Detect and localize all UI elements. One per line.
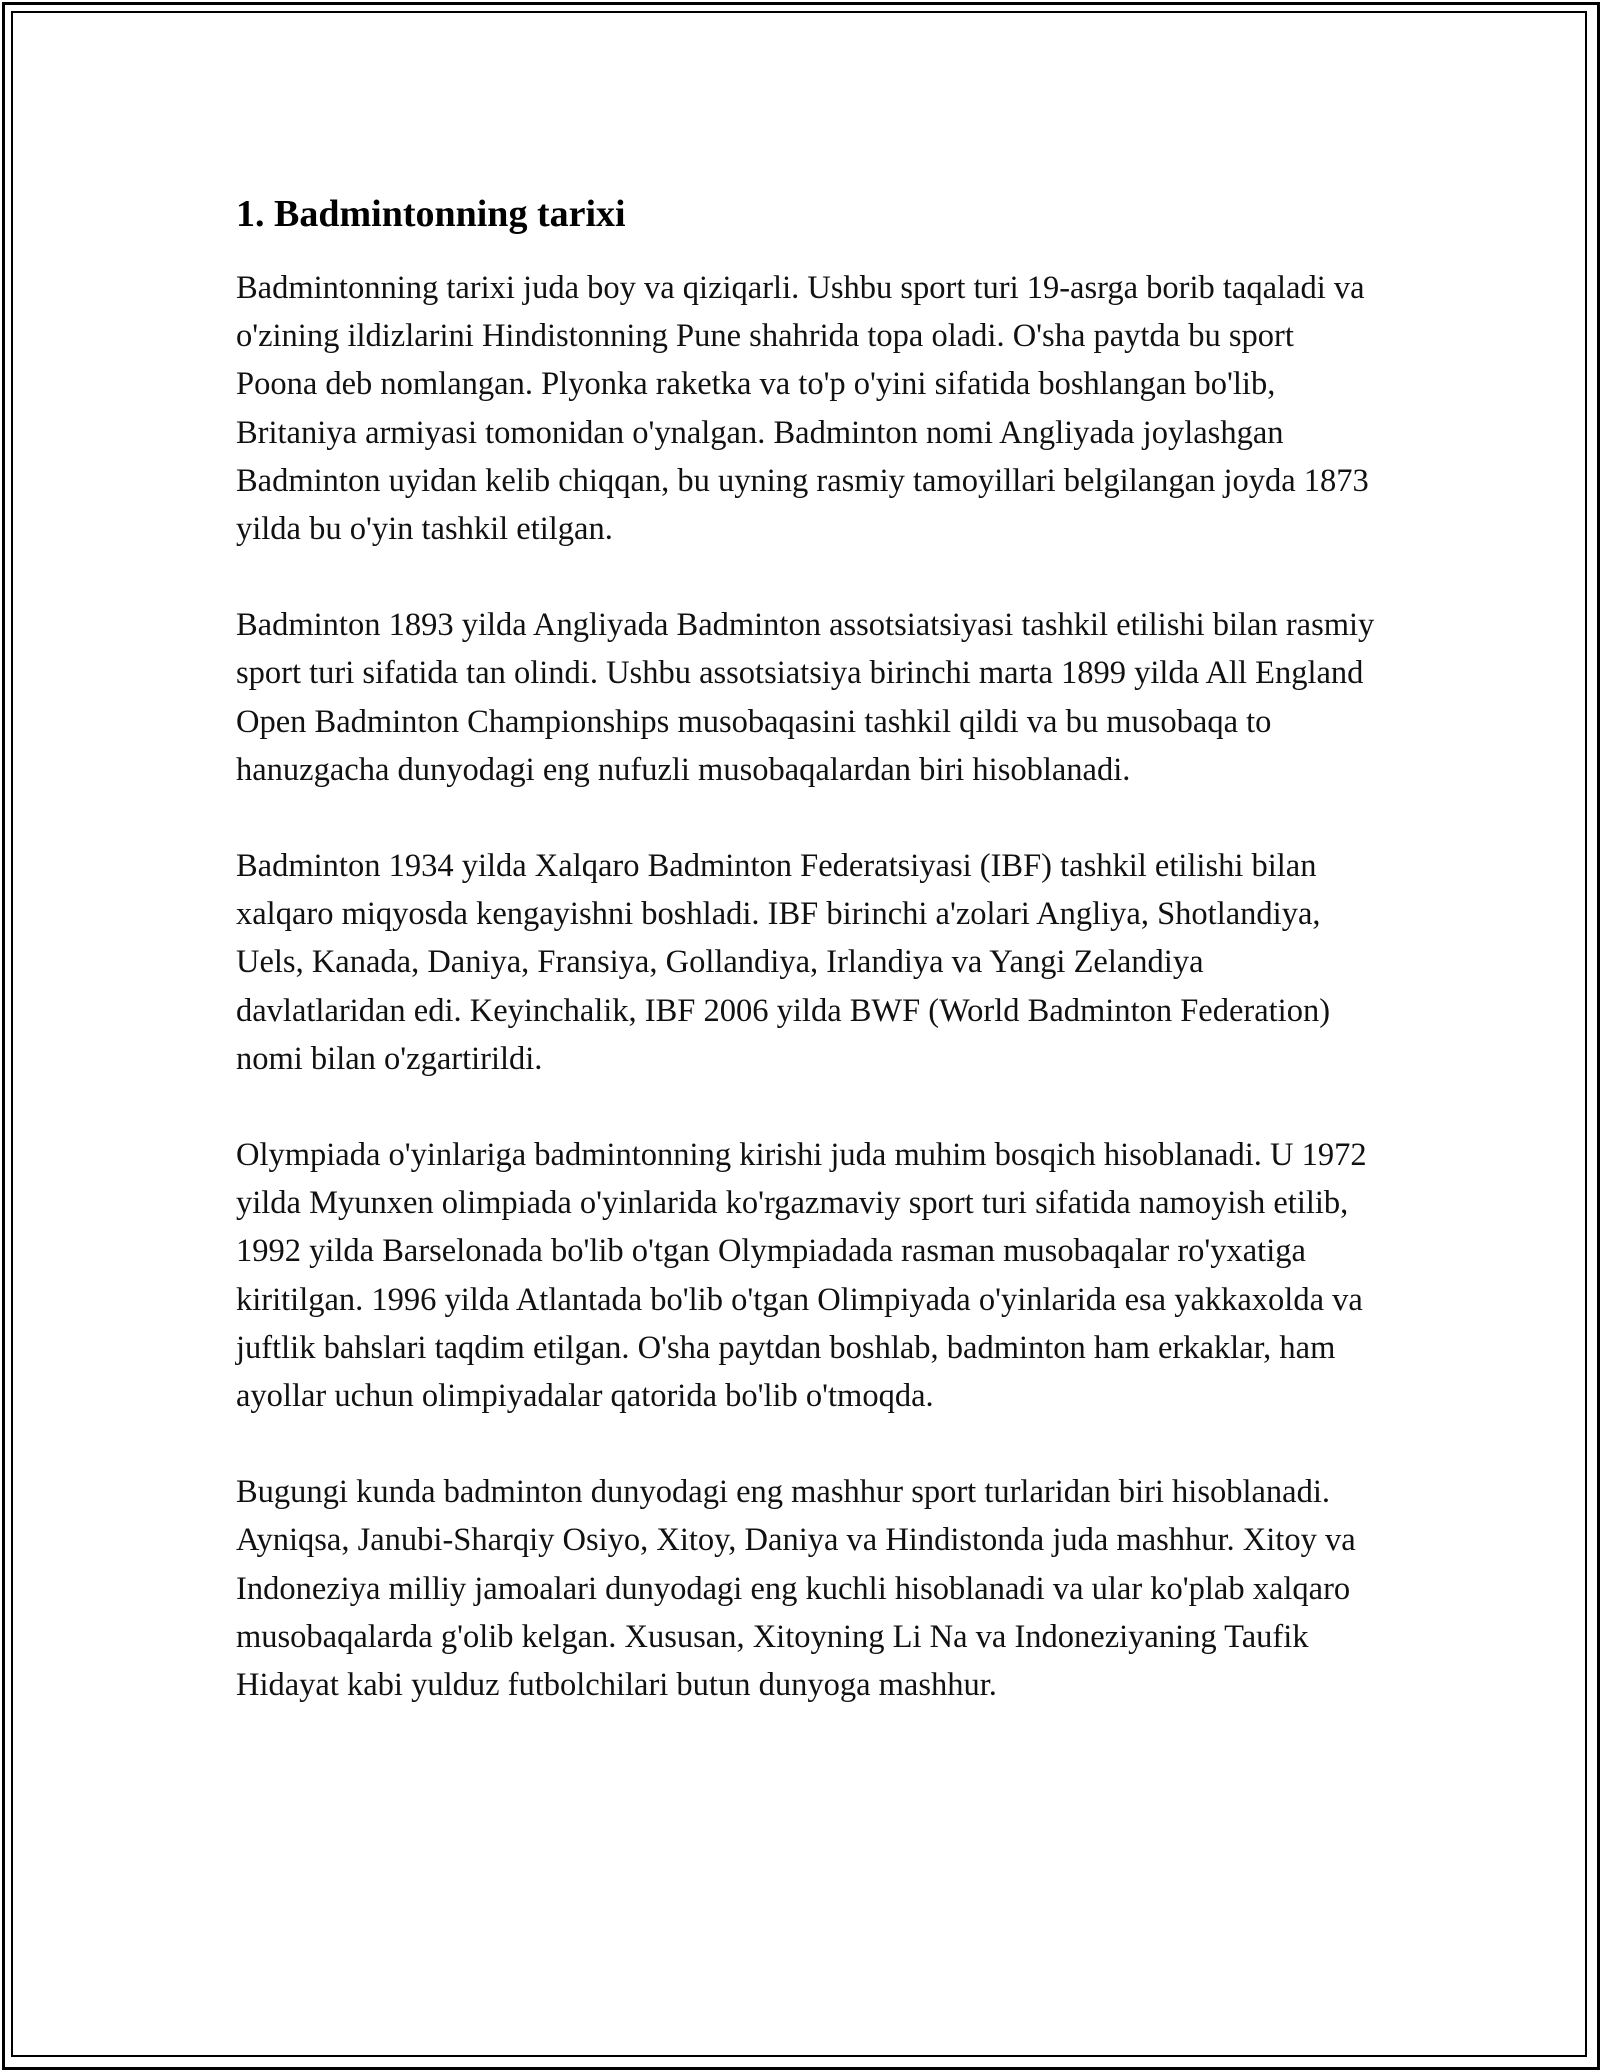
document-body: [236, 186, 1376, 1757]
section-heading: 1. Badmintonning tarixi: [236, 193, 626, 235]
paragraph-association: Badminton 1893 yilda Angliyada Badminton assotsiatsiyasi tashkil etilishi bilan rasmiy sport turi sifatida tan olindi. Ushbu assotsiatsiya birinchi marta 1899 yilda All England Open Badminton Championships musobaqasini tashkil qildi va bu musobaqa to hanuzgacha dunyodagi eng nufuzli musobaqalardan biri hisoblanadi.: [236, 607, 1375, 788]
paragraph-origins: Badmintonning tarixi juda boy va qiziqarli. Ushbu sport turi 19-asrga borib taqaladi va o'zining ildizlarini Hindistonning Pune shahrida topa oladi. O'sha paytda bu sport Poona deb nomlangan. Plyonka raketka va to'p o'yini sifatida boshlangan bo'lib, Britaniya armiyasi tomonidan o'ynalgan. Badminton nomi Angliyada joylashgan Badminton uyidan kelib chiqqan, bu uyning rasmiy tamoyillari belgilangan joyda 1873 yilda bu o'yin tashkil etilgan.: [236, 270, 1369, 548]
paragraph-olympics: Olympiada o'yinlariga badmintonning kirishi juda muhim bosqich hisoblanadi. U 1972 yilda Myunxen olimpiada o'yinlarida ko'rgazmaviy sport turi sifatida namoyish etilib, 1992 yilda Barselonada bo'lib o'tgan Olympiadada rasman musobaqalar ro'yxatiga kiritilgan. 1996 yilda Atlantada bo'lib o'tgan Olimpiyada o'yinlarida esa yakkaxolda va juftlik bahslari taqdim etilgan. O'sha paytdan boshlab, badminton ham erkaklar, ham ayollar uchun olimpiyadalar qatorida bo'lib o'tmoqda.: [236, 1137, 1367, 1415]
paragraph-ibf: Badminton 1934 yilda Xalqaro Badminton Federatsiyasi (IBF) tashkil etilishi bilan xalqaro miqyosda kengayishni boshladi. IBF birinchi a'zolari Angliya, Shotlandiya, Uels, Kanada, Daniya, Fransiya, Gollandiya, Irlandiya va Yangi Zelandiya davlatlaridan edi. Keyinchalik, IBF 2006 yilda BWF (World Badminton Federation) nomi bilan o'zgartirildi.: [236, 848, 1331, 1077]
paragraph-today: Bugungi kunda badminton dunyodagi eng mashhur sport turlaridan biri hisoblanadi. Ayniqsa, Janubi-Sharqiy Osiyo, Xitoy, Daniya va Hindistonda juda mashhur. Xitoy va Indoneziya milliy jamoalari dunyodagi eng kuchli hisoblanadi va ular ko'plab xalqaro musobaqalarda g'olib kelgan. Xususan, Xitoyning Li Na va Indoneziyaning Taufik Hidayat kabi yulduz futbolchilari butun dunyoga mashhur.: [236, 1474, 1356, 1704]
